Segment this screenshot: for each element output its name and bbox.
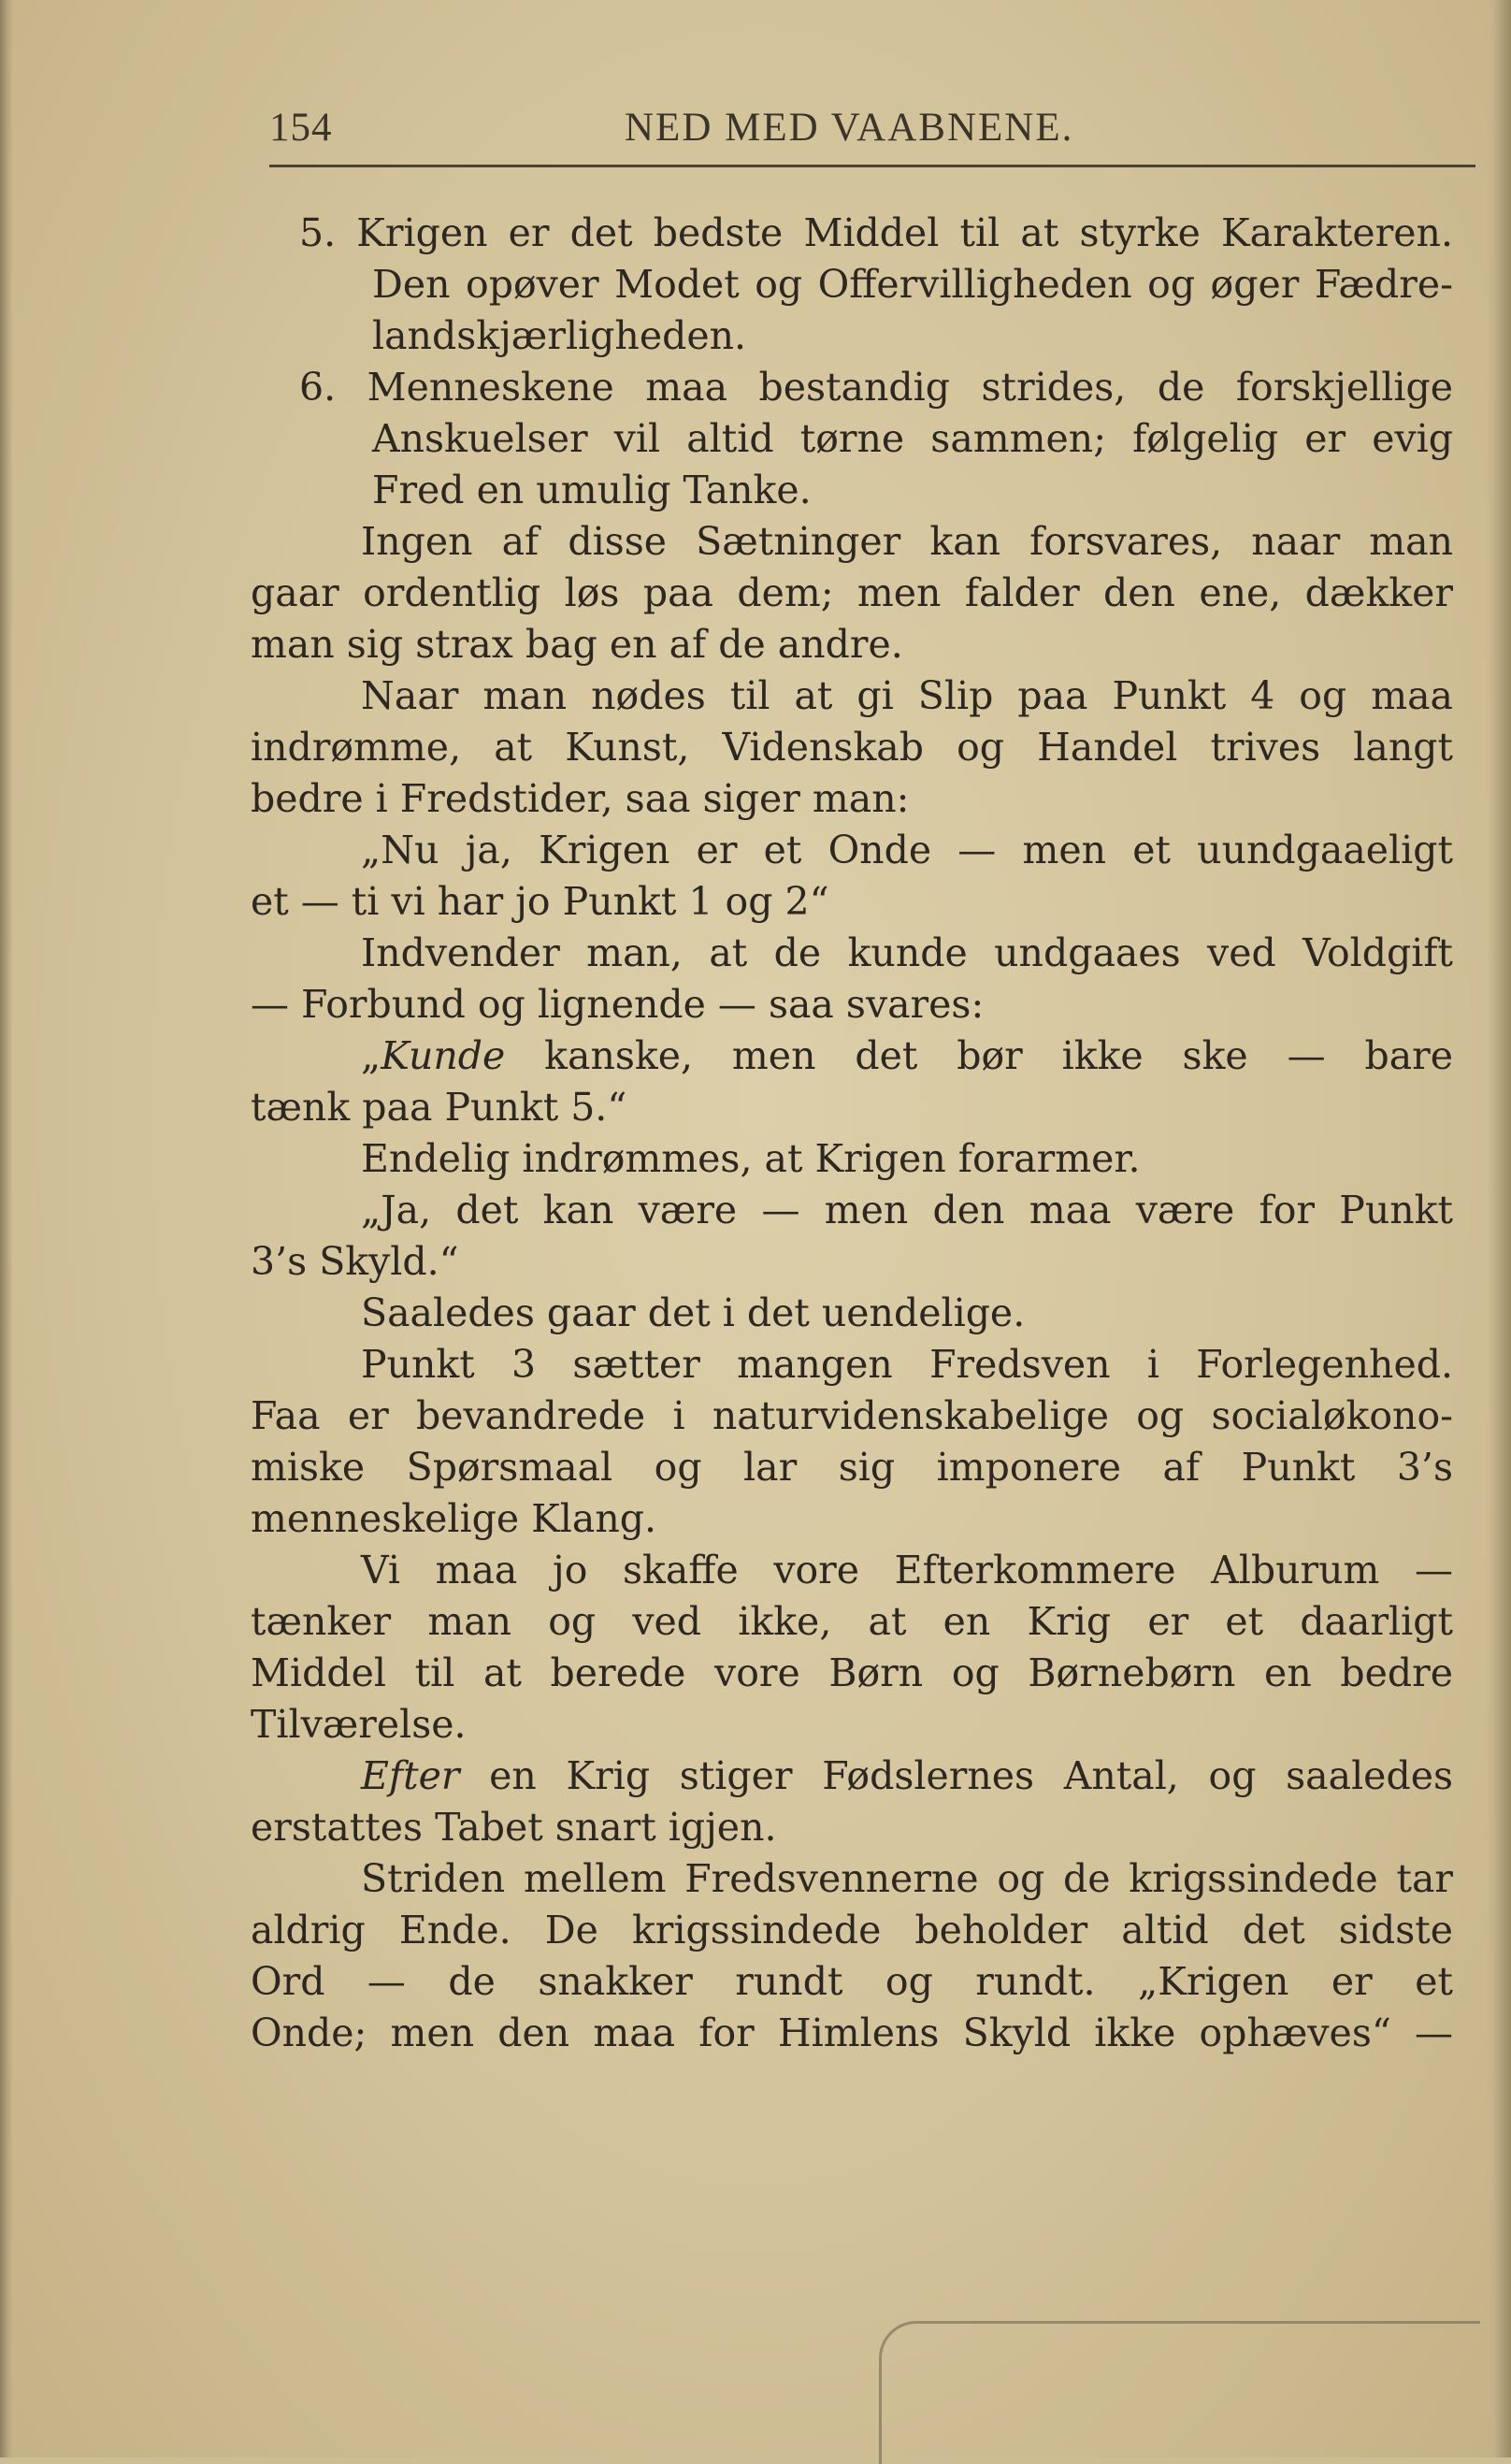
text-line: — Forbund og lignende — saa svares: [251, 982, 985, 1027]
text-line: Middel til at berede vore Børn og Børnebørn en bedre [251, 1650, 1453, 1695]
text-line: Onde; men den maa for Himlens Skyld ikke ophæves“ — [251, 2010, 1453, 2055]
running-title: NED MED VAABNENE. [625, 106, 1074, 150]
text-line: menneskelige Klang. [251, 1496, 657, 1541]
text-line: indrømme, at Kunst, Videnskab og Handel trives langt [251, 725, 1453, 770]
text-line: 5. Krigen er det bedste Middel til at styrke Karakteren. [299, 210, 1453, 255]
text-line: Punkt 3 sætter mangen Fredsven i Forlegenhed. [361, 1342, 1453, 1387]
page-number: 154 [269, 106, 333, 150]
text-line: tænk paa Punkt 5.“ [251, 1085, 627, 1130]
text-line: Ord — de snakker rundt og rundt. „Krigen er et [251, 1959, 1453, 2004]
text-line: miske Spørsmaal og lar sig imponere af Punkt 3’s [251, 1445, 1453, 1490]
text-line: Endelig indrømmes, at Krigen forarmer. [361, 1136, 1141, 1181]
text-line: Tilværelse. [251, 1702, 467, 1747]
text-line: Faa er bevandrede i naturvidenskabelige og socialøkono- [251, 1393, 1453, 1438]
text-line: „Ja, det kan være — men den maa være for Punkt [361, 1188, 1453, 1232]
text-line: bedre i Fredstider, saa siger man: [251, 776, 910, 821]
text-line: Naar man nødes til at gi Slip paa Punkt 4 og maa [361, 673, 1453, 718]
text-line: Anskuelser vil altid tørne sammen; følgelig er evig [372, 416, 1453, 461]
text-line: „Nu ja, Krigen er et Onde — men et uundgaaeligt [361, 828, 1453, 872]
text-line: Den opøver Modet og Offervilligheden og øger Fædre- [372, 262, 1453, 307]
emphasis: Efter [361, 1753, 460, 1798]
text-line: Efter en Krig stiger Fødslernes Antal, og saaledes [361, 1753, 1453, 1798]
text-line: landskjærligheden. [372, 313, 747, 358]
text-line: et — ti vi har jo Punkt 1 og 2“ [251, 879, 829, 924]
text-line: man sig strax bag en af de andre. [251, 622, 903, 667]
text-line: Saaledes gaar det i det uendelige. [361, 1290, 1026, 1335]
text-line: gaar ordentlig løs paa dem; men falder den ene, dækker [251, 570, 1453, 615]
body-text [251, 208, 1453, 2059]
page-header [269, 105, 1475, 161]
text-line: Indvender man, at de kunde undgaaes ved Voldgift [361, 930, 1453, 975]
text-line: tænker man og ved ikke, at en Krig er et daarligt [251, 1599, 1453, 1644]
text-line: erstattes Tabet snart igjen. [251, 1805, 777, 1850]
text-line: Striden mellem Fredsvennerne og de krigssindede tar [361, 1856, 1453, 1901]
text-line: „Kunde kanske, men det bør ikke ske — bare [361, 1033, 1453, 1078]
page-edge-right [1487, 0, 1511, 2457]
header-rule [269, 165, 1475, 167]
library-stamp-mark [879, 2321, 1480, 2464]
page-edge-left [0, 0, 13, 2457]
text-line: Vi maa jo skaffe vore Efterkommere Alburum — [361, 1548, 1453, 1592]
emphasis: Kunde [381, 1033, 506, 1078]
text-line: 6. Menneskene maa bestandig strides, de forskjellige [299, 365, 1453, 410]
text-line: aldrig Ende. De krigssindede beholder altid det sidste [251, 1908, 1453, 1952]
text-line: Fred en umulig Tanke. [372, 468, 812, 512]
text-line: Ingen af disse Sætninger kan forsvares, naar man [361, 519, 1453, 564]
text-line: 3’s Skyld.“ [251, 1239, 459, 1284]
